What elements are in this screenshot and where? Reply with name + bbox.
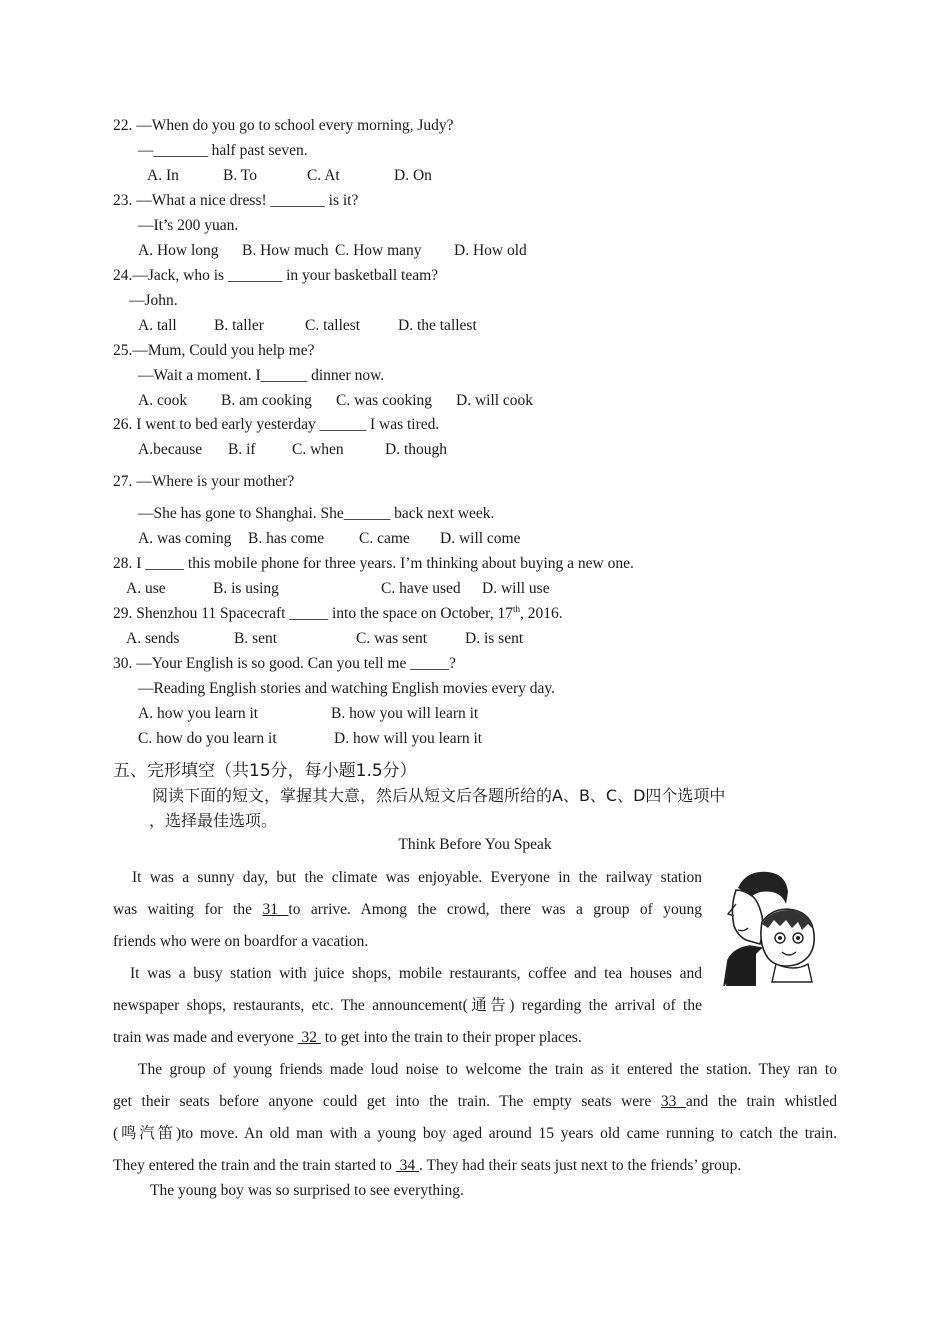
q24-response: —John. bbox=[129, 292, 178, 309]
q29-option-d: D. is sent bbox=[465, 630, 524, 647]
q24-option-c: C. tallest bbox=[305, 317, 361, 334]
q29-option-c: C. was sent bbox=[356, 630, 428, 647]
q24: 24.—Jack, who is _______ in your basketball team? bbox=[113, 267, 439, 284]
q27-option-b: B. has come bbox=[248, 530, 325, 547]
passage-line: train was made and everyone 32 to get into the train to their proper places. bbox=[113, 1029, 582, 1046]
q23-option-d: D. How old bbox=[454, 242, 527, 259]
q28: 28. I _____ this mobile phone for three years. I’m thinking about buying a new one. bbox=[113, 555, 634, 572]
q23: 23. —What a nice dress! _______ is it? bbox=[113, 192, 359, 209]
q22: 22. —When do you go to school every morning, Judy? bbox=[113, 117, 454, 134]
man-and-boy-illustration bbox=[716, 864, 826, 986]
q23-option-c: C. How many bbox=[335, 242, 422, 259]
ordinal-suffix: th bbox=[512, 603, 520, 614]
blank-31[interactable]: 31 bbox=[262, 901, 289, 918]
passage-line: It was a sunny day, but the climate was enjoyable. Everyone in the railway station bbox=[132, 869, 702, 886]
q27-response: —She has gone to Shanghai. She______ back next week. bbox=[138, 505, 495, 522]
passage-line: was waiting for the 31 to arrive. Among the crowd, there was a group of young bbox=[113, 901, 703, 918]
section-heading: 五、完形填空（共15分，每小题1.5分） bbox=[113, 761, 417, 781]
q29-option-a: A. sends bbox=[126, 630, 180, 647]
q26-option-b: B. if bbox=[228, 441, 256, 458]
q22-response: —_______ half past seven. bbox=[138, 142, 308, 159]
q22-option-b: B. To bbox=[223, 167, 257, 184]
q28-option-b: B. is using bbox=[213, 580, 279, 597]
passage-line: friends who were on boardfor a vacation. bbox=[113, 933, 369, 950]
q30-option-a: A. how you learn it bbox=[138, 705, 259, 722]
q30-response: —Reading English stories and watching English movies every day. bbox=[138, 680, 555, 697]
passage-line: The group of young friends made loud noise to welcome the train as it entered the station. They ran to bbox=[138, 1061, 837, 1078]
passage-line: newspaper shops, restaurants, etc. The announcement(通告) regarding the arrival of the bbox=[113, 997, 702, 1014]
q29-option-b: B. sent bbox=[234, 630, 278, 647]
q25-option-c: C. was cooking bbox=[336, 392, 433, 409]
q25-response: —Wait a moment. I______ dinner now. bbox=[138, 367, 385, 384]
q24-option-d: D. the tallest bbox=[398, 317, 477, 334]
q24-option-b: B. taller bbox=[214, 317, 264, 334]
q27-option-d: D. will come bbox=[440, 530, 521, 547]
passage-line: The young boy was so surprised to see everything. bbox=[150, 1182, 464, 1199]
q28-option-a: A. use bbox=[126, 580, 166, 597]
q23-response: —It’s 200 yuan. bbox=[138, 217, 239, 234]
q22-option-c: C. At bbox=[307, 167, 340, 184]
passage-title: Think Before You Speak bbox=[398, 836, 552, 853]
q23-option-a: A. How long bbox=[138, 242, 219, 259]
q30-option-c: C. how do you learn it bbox=[138, 730, 277, 747]
q27-option-c: C. came bbox=[359, 530, 410, 547]
blank-33[interactable]: 33 bbox=[660, 1093, 686, 1110]
q23-option-b: B. How much bbox=[242, 242, 329, 259]
q27: 27. —Where is your mother? bbox=[113, 473, 295, 490]
blank-32[interactable]: 32 bbox=[297, 1029, 321, 1046]
q30: 30. —Your English is so good. Can you tell me _____? bbox=[113, 655, 456, 672]
q26-option-c: C. when bbox=[292, 441, 344, 458]
passage-line: (鸣汽笛)to move. An old man with a young boy aged around 15 years old came running to catch the train. bbox=[113, 1125, 837, 1142]
q26-option-d: D. though bbox=[385, 441, 447, 458]
q26-option-a: A.because bbox=[138, 441, 203, 458]
q25-option-a: A. cook bbox=[138, 392, 188, 409]
blank-34[interactable]: 34 bbox=[395, 1157, 420, 1174]
q25: 25.—Mum, Could you help me? bbox=[113, 342, 315, 359]
q30-option-b: B. how you will learn it bbox=[331, 705, 479, 722]
section-instruction-line2: ，选择最佳选项。 bbox=[149, 811, 278, 830]
q25-option-d: D. will cook bbox=[456, 392, 534, 409]
q22-option-a: A. In bbox=[147, 167, 179, 184]
q27-option-a: A. was coming bbox=[138, 530, 232, 547]
q22-option-d: D. On bbox=[394, 167, 432, 184]
passage-line: They entered the train and the train started to 34 . They had their seats just next to the friends’ group. bbox=[113, 1157, 742, 1174]
q30-option-d: D. how will you learn it bbox=[334, 730, 483, 747]
q29: 29. Shenzhou 11 Spacecraft _____ into the space on October, 17th, 2016. bbox=[113, 603, 563, 622]
q25-option-b: B. am cooking bbox=[221, 392, 312, 409]
q28-option-d: D. will use bbox=[482, 580, 550, 597]
q28-option-c: C. have used bbox=[381, 580, 461, 597]
passage-line: It was a busy station with juice shops, mobile restaurants, coffee and tea houses and bbox=[130, 965, 702, 982]
section-instruction-line1: 阅读下面的短文，掌握其大意，然后从短文后各题所给的A、B、C、D四个选项中 bbox=[152, 786, 726, 805]
q24-option-a: A. tall bbox=[138, 317, 177, 334]
passage-line: get their seats before anyone could get into the train. The empty seats were 33 and the train whistled bbox=[113, 1093, 837, 1110]
q26: 26. I went to bed early yesterday ______ I was tired. bbox=[113, 416, 440, 433]
